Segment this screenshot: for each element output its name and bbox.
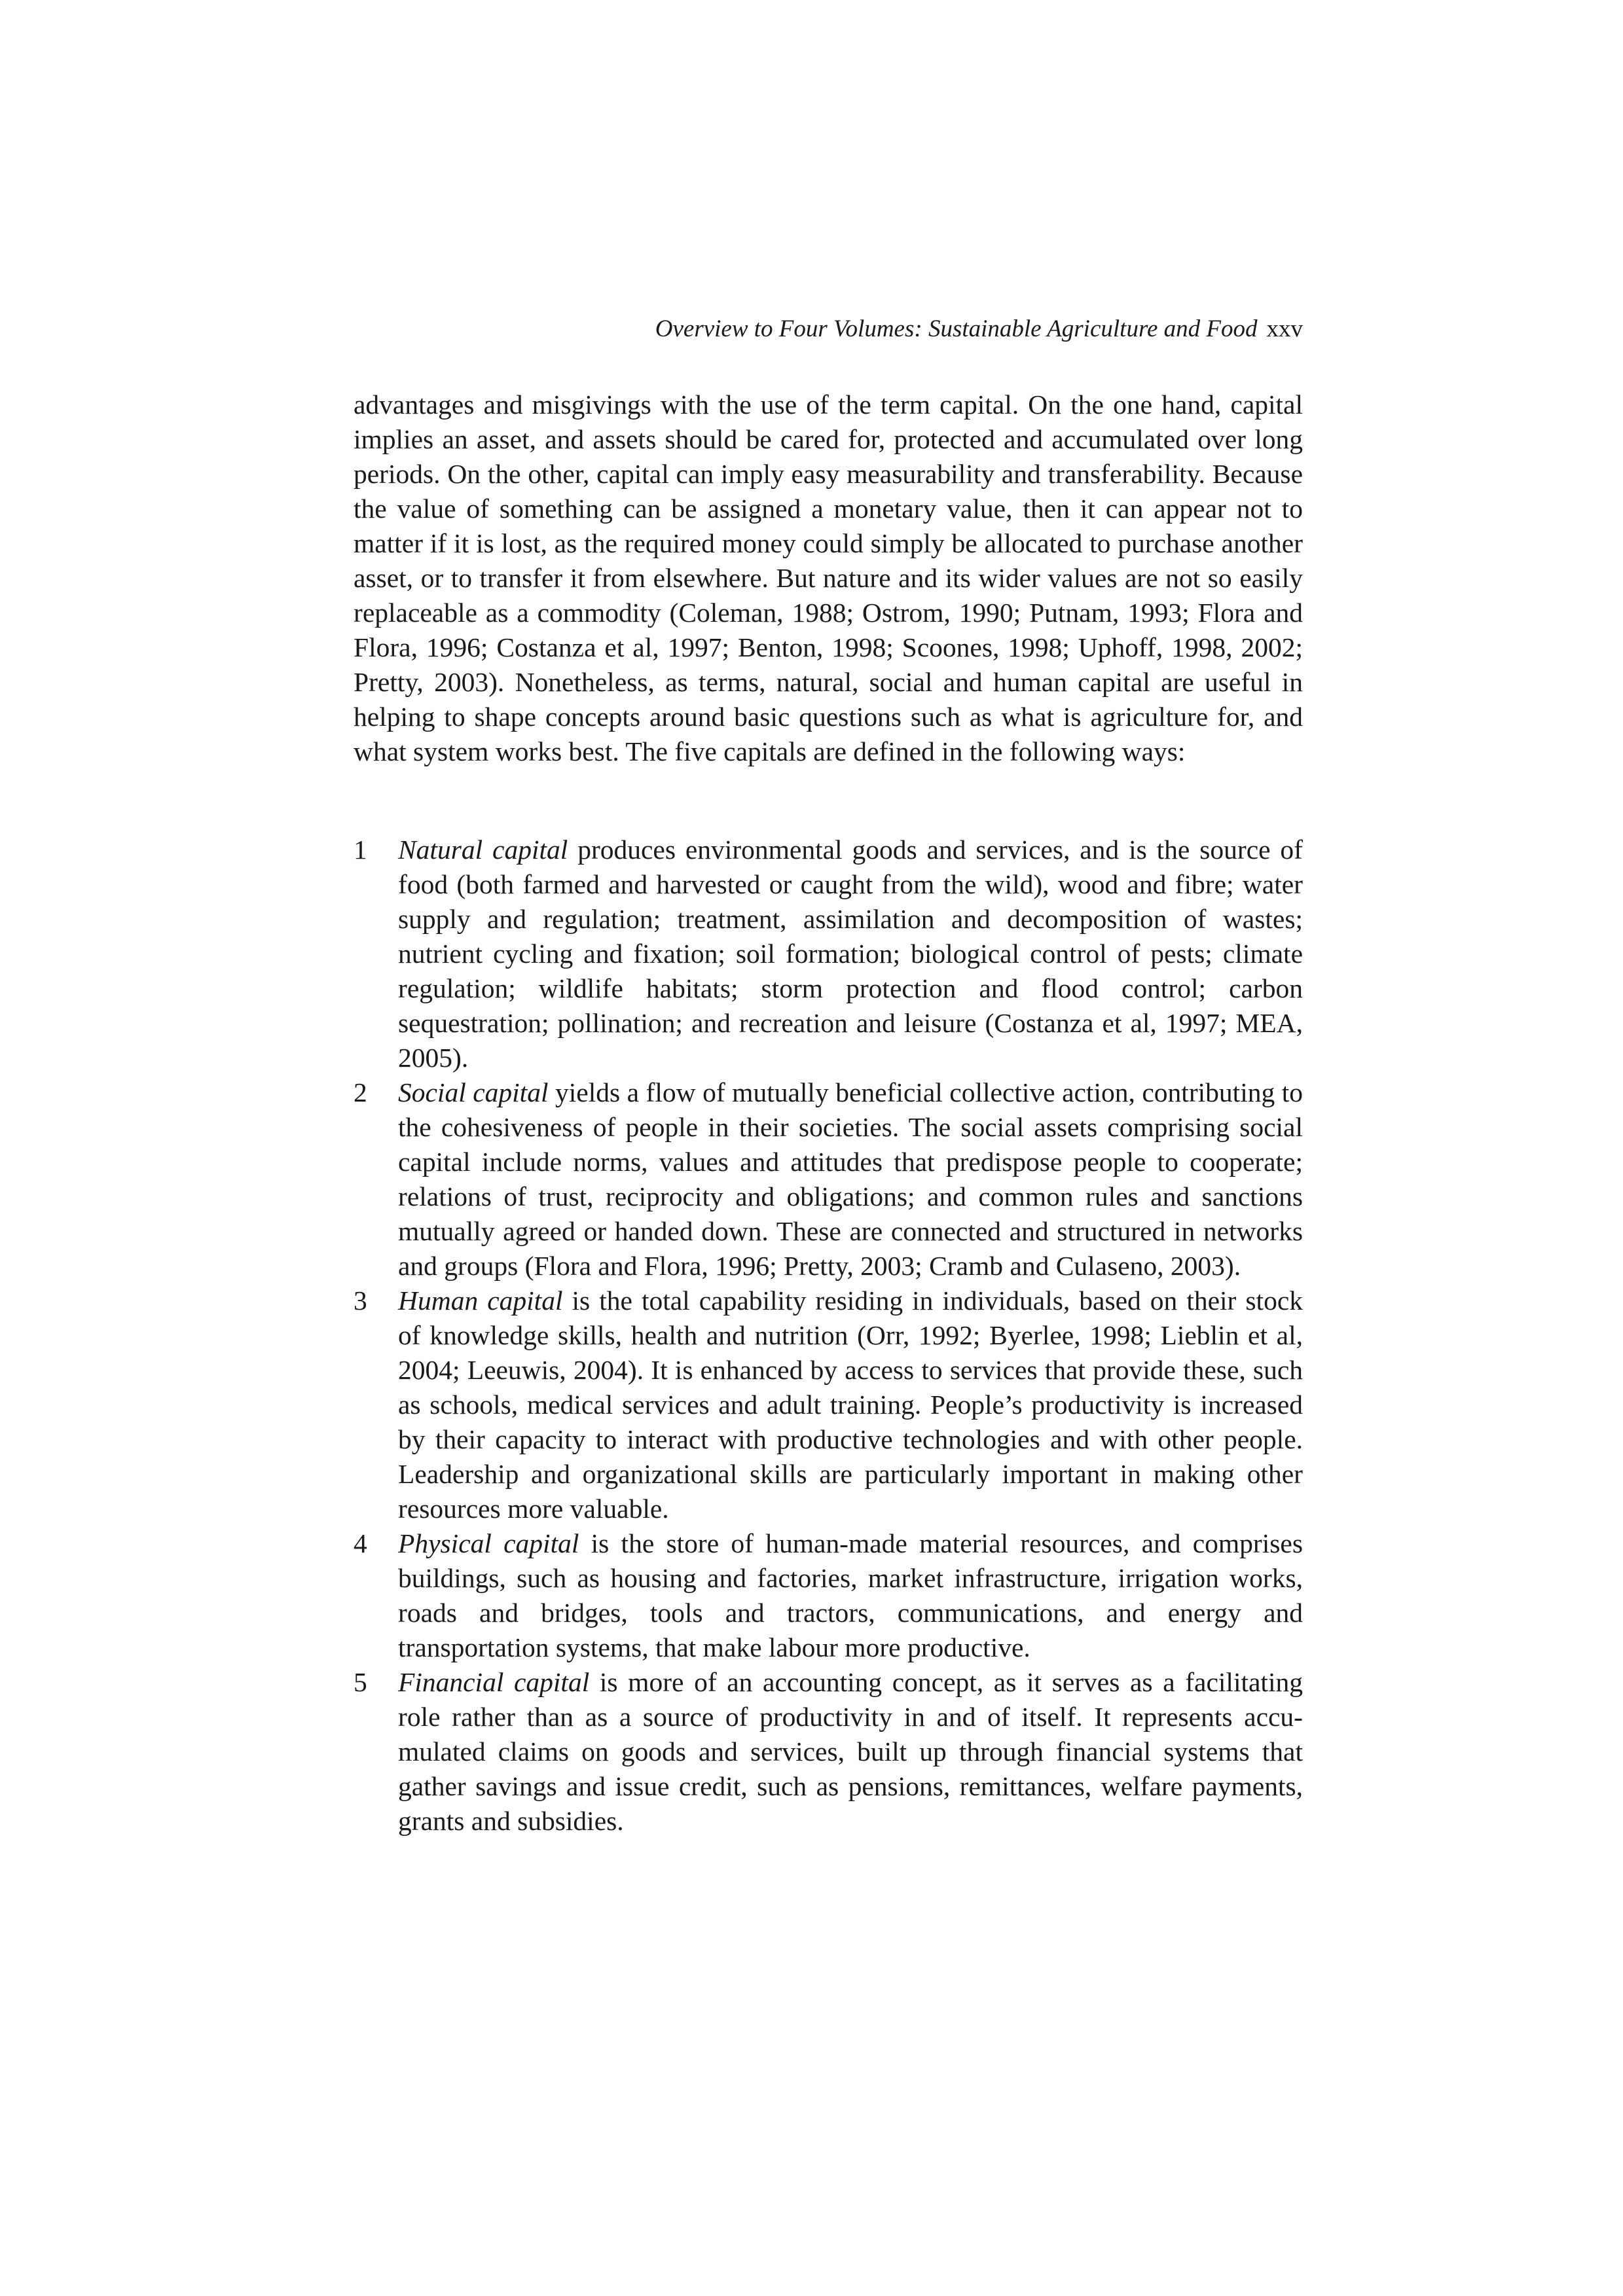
list-item-text bbox=[398, 1665, 1303, 1839]
body-text bbox=[354, 387, 1303, 769]
five-capitals-list bbox=[354, 833, 1303, 1839]
list-item-social-capital bbox=[354, 1075, 1303, 1283]
definition-natural-capital: produces environmental goods and services, and is the source of food (both farmed and harvested or caught from the wild), wood and fibre; water supply and regulation; treatment, assimilation and decomposition of wastes; nutrient cycling and fixation; soil formation; biological control of pests; climate regulation; wildlife habitats; storm protection and flood control; carbon sequestration; pollination; and recreation and leisure (Costanza et al, 1997; MEA, 2005). bbox=[398, 834, 1303, 1073]
list-item-physical-capital bbox=[354, 1526, 1303, 1665]
list-item-human-capital bbox=[354, 1283, 1303, 1526]
list-item-text bbox=[398, 833, 1303, 1075]
term-human-capital: Human capital bbox=[398, 1285, 563, 1316]
list-item-number: 5 bbox=[354, 1667, 367, 1697]
list-item-number: 4 bbox=[354, 1528, 367, 1558]
term-physical-capital: Physical capital bbox=[398, 1528, 579, 1558]
list-item-text bbox=[398, 1075, 1303, 1283]
intro-paragraph: advantages and misgivings with the use of the term capital. On the one hand, capital implies an asset, and assets should be cared for, protected and accumulated over long periods. On the other, capital can imply easy measurability and transferability. Because the value of something can be assigned a monetary value, then it can appear not to matter if it is lost, as the required money could simply be allocated to purchase another asset, or to transfer it from elsewhere. But nature and its wider values are not so easily replaceable as a commodity (Coleman, 1988; Ostrom, 1990; Putnam, 1993; Flora and Flora, 1996; Costanza et al, 1997; Benton, 1998; Scoones, 1998; Uphoff, 1998, 2002; Pretty, 2003). Nonetheless, as terms, natural, social and human capital are useful in helping to shape concepts around basic questions such as what is agriculture for, and what system works best. The five capitals are defined in the following ways: bbox=[354, 389, 1303, 766]
list-item-number: 2 bbox=[354, 1077, 367, 1107]
term-natural-capital: Natural capital bbox=[398, 834, 568, 865]
list-item-number: 1 bbox=[354, 834, 367, 865]
list-item-number: 3 bbox=[354, 1285, 367, 1316]
list-item-natural-capital bbox=[354, 833, 1303, 1075]
running-head bbox=[354, 313, 1303, 346]
term-social-capital: Social capital bbox=[398, 1077, 549, 1107]
definition-human-capital: is the total capability residing in individuals, based on their stock of knowledge skills, health and nutrition (Orr, 1992; Byerlee, 1998; Lieblin et al, 2004; Leeuwis, 2004). It is enhanced by access to services that provide these, such as schools, medical services and adult training. People’s productivity is increased by their capacity to interact with productive technologies and with other people. Leadership and organizational skills are particularly important in making other resources more valuable. bbox=[398, 1285, 1304, 1524]
running-head-title: Overview to Four Volumes: Sustainable Agriculture and Food bbox=[655, 315, 1258, 342]
page-number: xxv bbox=[1266, 315, 1303, 342]
list-item-text bbox=[398, 1283, 1303, 1526]
list-item-financial-capital bbox=[354, 1665, 1303, 1839]
definition-physical-capital: is the store of human-made material resources, and comprises buildings, such as housing and factories, market infrastructure, irrigation works, roads and bridges, tools and tractors, communications, and energy and transportation systems, that make labour more productive. bbox=[398, 1528, 1303, 1662]
definition-social-capital: yields a flow of mutually beneficial collective action, contributing to the cohesiveness of people in their societies. The social assets comprising social capital include norms, values and attitudes that predispose people to cooperate; relations of trust, reciprocity and obligations; and common rules and sanctions mutually agreed or handed down. These are connected and structured in networks and groups (Flora and Flora, 1996; Pretty, 2003; Cramb and Culaseno, 2003). bbox=[398, 1077, 1304, 1281]
definition-financial-capital: is more of an accounting concept, as it serves as a facilitating role rather than as a source of productivity in and of itself. It represents accumulated claims on goods and services, built up through financial systems that gather savings and issue credit, such as pensions, remittances, welfare payments, grants and subsidies. bbox=[398, 1667, 1303, 1836]
term-financial-capital: Financial capital bbox=[398, 1667, 590, 1697]
list-item-text bbox=[398, 1526, 1303, 1665]
